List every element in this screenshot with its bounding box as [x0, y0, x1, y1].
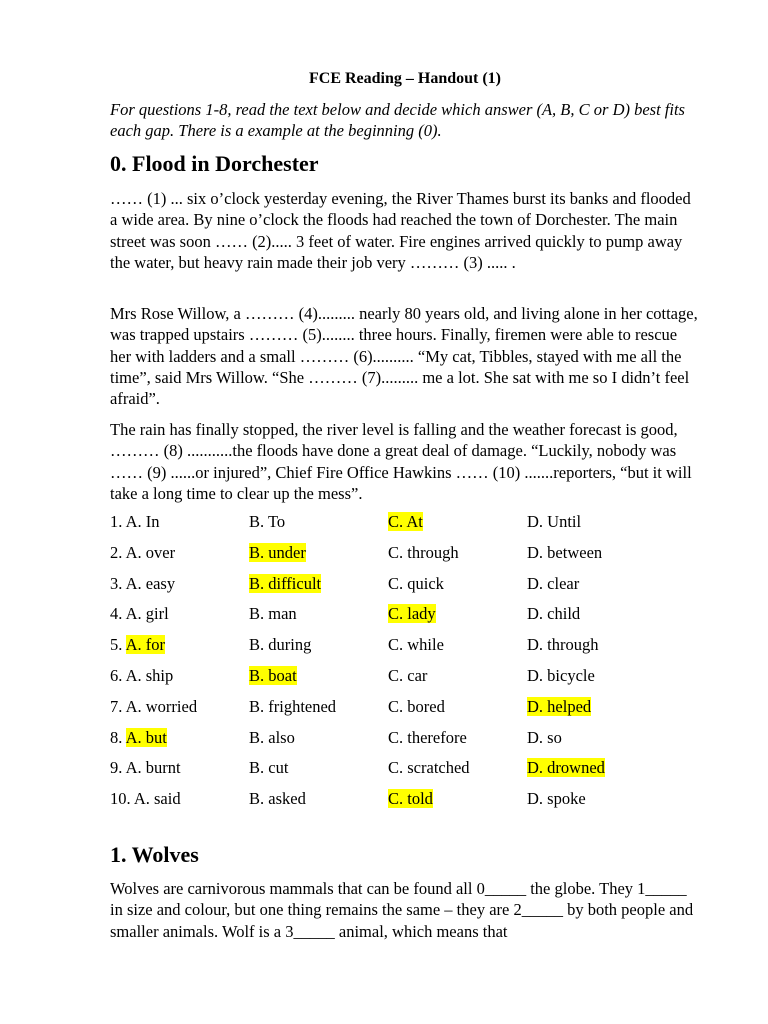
option-text: A. girl: [125, 604, 169, 624]
option-text: D. bicycle: [527, 665, 595, 685]
option-text: A. worried: [125, 696, 198, 716]
page-title: FCE Reading – Handout (1): [308, 70, 502, 87]
option-text: B. asked: [249, 789, 306, 809]
option-d: [527, 543, 602, 563]
option-text-highlighted: B. under: [249, 542, 306, 562]
option-text: A. burnt: [125, 758, 181, 778]
option-a: [110, 574, 175, 594]
paragraph-text: The rain has finally stopped, the river level is falling and the weather forecast is good, ……… (8) ...........the floods have done a great deal of damage. “Luckily, nobody was …… (9) ......or injured”, Chief Fire Office Hawkins …… (10) .......reporters, “but it will take a long time to clear up the mess”.: [110, 420, 692, 503]
option-row: [110, 543, 700, 574]
option-b: [249, 512, 285, 532]
option-b: [249, 758, 288, 778]
section-1-paragraph: [110, 878, 700, 942]
option-text: C. through: [388, 542, 459, 562]
option-a: [110, 789, 181, 809]
option-row: [110, 574, 700, 605]
question-number: 9.: [110, 758, 123, 778]
option-b: [249, 789, 306, 809]
option-text: D. so: [527, 727, 562, 747]
option-b: [249, 543, 306, 563]
option-text: C. car: [388, 665, 428, 685]
option-text: A. In: [125, 512, 160, 531]
option-text: B. cut: [249, 758, 289, 778]
option-text: D. child: [527, 604, 581, 624]
option-row: [110, 728, 700, 759]
question-number: 5.: [110, 635, 123, 655]
option-text: D. through: [527, 635, 599, 655]
option-text-highlighted: C. At: [388, 512, 423, 531]
option-d: [527, 604, 580, 624]
option-d: [527, 789, 586, 809]
option-b: [249, 697, 336, 717]
option-text: B. man: [249, 604, 297, 624]
question-number: 1.: [110, 512, 123, 531]
option-text: C. quick: [388, 573, 444, 593]
option-text-highlighted: C. told: [388, 789, 433, 809]
option-text: D. spoke: [527, 789, 586, 809]
option-c: [388, 512, 423, 532]
option-row: [110, 666, 700, 697]
option-d: [527, 697, 591, 717]
option-text-highlighted: D. helped: [527, 696, 592, 716]
option-a: [110, 604, 169, 624]
option-text: B. during: [249, 635, 312, 655]
option-text: A. over: [125, 542, 176, 562]
option-row: [110, 635, 700, 666]
option-c: [388, 728, 467, 748]
option-d: [527, 512, 581, 532]
option-text-highlighted: D. drowned: [527, 758, 605, 778]
question-number: 6.: [110, 665, 123, 685]
option-c: [388, 666, 427, 686]
option-b: [249, 574, 321, 594]
option-c: [388, 789, 433, 809]
instructions-text: For questions 1-8, read the text below and decide which answer (A, B, C or D) best fits each gap. There is a example at the beginning (0).: [110, 100, 685, 140]
section-0-paragraph-1: [110, 188, 700, 273]
option-a: [110, 697, 197, 717]
section-1-heading: 1. Wolves: [110, 842, 199, 867]
option-text: D. between: [527, 542, 603, 562]
option-row: [110, 512, 700, 543]
option-d: [527, 666, 595, 686]
option-text-highlighted: B. boat: [249, 665, 297, 685]
option-c: [388, 697, 445, 717]
option-text: C. therefore: [388, 727, 467, 747]
option-text: C. while: [388, 635, 444, 655]
option-text: D. clear: [527, 573, 580, 593]
option-text: C. bored: [388, 696, 445, 716]
option-c: [388, 758, 470, 778]
option-d: [527, 728, 562, 748]
paragraph-text: Mrs Rose Willow, a ……… (4)......... nearly 80 years old, and living alone in her cottage, was trapped upstairs ……… (5)........ three hours. Finally, firemen were able to rescue her with ladders and a small ……… (6).......... “My cat, Tibbles, stayed with me all the time”, said Mrs Willow. “She ……… (7)......... me a lot. She sat with me so I didn’t feel afraid”.: [110, 304, 698, 409]
section-0-paragraph-3: [110, 419, 700, 504]
section-0-heading: 0. Flood in Dorchester: [110, 151, 319, 176]
option-row: [110, 697, 700, 728]
option-a: [110, 728, 167, 748]
option-text: C. scratched: [388, 758, 470, 778]
question-number: 7.: [110, 696, 123, 716]
option-text: B. also: [249, 727, 295, 747]
option-c: [388, 635, 444, 655]
option-b: [249, 604, 297, 624]
question-number: 3.: [110, 573, 123, 593]
option-b: [249, 728, 295, 748]
paragraph-text: …… (1) ... six o’clock yesterday evening, the River Thames burst its banks and flooded a wide area. By nine o’clock the floods had reached the town of Dorchester. The main street was soon …… (2)..... 3 feet of water. Fire engines arrived quickly to pump away the water, but heavy rain made their job very ……… (3) ..... .: [110, 189, 691, 272]
question-number: 10.: [110, 789, 131, 809]
option-d: [527, 758, 605, 778]
option-a: [110, 543, 175, 563]
option-text: B. To: [249, 512, 286, 531]
option-text: D. Until: [527, 512, 582, 531]
option-text-highlighted: B. difficult: [249, 573, 322, 593]
option-a: [110, 666, 173, 686]
option-b: [249, 635, 311, 655]
answer-options-table: [110, 512, 700, 820]
section-0-paragraph-2: [110, 303, 700, 409]
option-a: [110, 758, 181, 778]
option-text: A. ship: [125, 665, 174, 685]
option-a: [110, 635, 165, 655]
option-row: [110, 758, 700, 789]
option-text: A. said: [133, 789, 181, 809]
option-a: [110, 512, 160, 532]
question-number: 2.: [110, 542, 123, 562]
option-text: A. easy: [125, 573, 176, 593]
question-number: 8.: [110, 727, 123, 747]
question-number: 4.: [110, 604, 123, 624]
paragraph-text: Wolves are carnivorous mammals that can be found all 0_____ the globe. They 1_____ in size and colour, but one thing remains the same – they are 2_____ by both people and smaller animals. Wolf is a 3_____ animal, which means that: [110, 879, 694, 941]
option-c: [388, 543, 459, 563]
option-text-highlighted: A. but: [125, 727, 167, 747]
option-row: [110, 789, 700, 820]
option-d: [527, 574, 579, 594]
option-text-highlighted: A. for: [125, 635, 165, 655]
option-row: [110, 604, 700, 635]
option-c: [388, 604, 436, 624]
option-b: [249, 666, 297, 686]
option-c: [388, 574, 444, 594]
option-text-highlighted: C. lady: [388, 604, 436, 624]
option-d: [527, 635, 599, 655]
option-text: B. frightened: [249, 696, 337, 716]
